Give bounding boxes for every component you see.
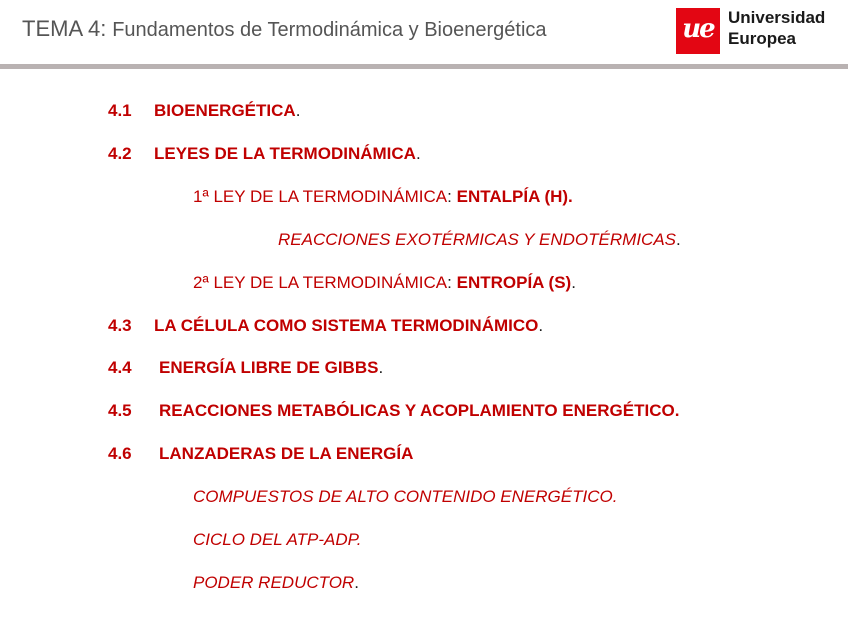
university-logo-text — [728, 7, 825, 49]
subitem-separator: : — [447, 187, 452, 206]
subitem-prefix: 2ª LEY DE LA TERMODINÁMICA — [193, 273, 448, 292]
item-title: REACCIONES METABÓLICAS Y ACOPLAMIENTO ENERGÉTICO. — [159, 401, 680, 420]
outline-subitem-second-law — [193, 273, 576, 293]
item-tail: . — [378, 358, 384, 377]
outline-subitem-reducing-power — [193, 573, 359, 593]
item-title: LEYES DE LA TERMODINÁMICA — [154, 144, 416, 163]
outline-subitem-compounds — [193, 487, 617, 507]
topic-subtitle: Fundamentos de Termodinámica y Bioenergética — [112, 19, 547, 41]
outline-item-4-6 — [108, 444, 413, 464]
topic-number: TEMA 4: — [22, 16, 107, 41]
item-number: 4.2 — [108, 144, 132, 163]
slide-title — [22, 16, 547, 42]
subitem-title: PODER REDUCTOR — [193, 573, 355, 592]
item-tail: . — [571, 273, 576, 292]
outline-item-4-5 — [108, 401, 679, 421]
outline-subsubitem-reactions — [278, 230, 681, 250]
item-number: 4.1 — [108, 101, 132, 120]
item-title: LA CÉLULA COMO SISTEMA TERMODINÁMICO — [154, 316, 539, 335]
outline-subitem-first-law — [193, 187, 573, 207]
item-number: 4.6 — [108, 444, 132, 463]
item-tail: . — [415, 144, 421, 163]
item-tail: . — [295, 101, 301, 120]
outline-item-4-3 — [108, 316, 543, 336]
logo-glyph: ue — [682, 14, 714, 44]
item-tail: . — [676, 230, 681, 249]
item-number: 4.4 — [108, 358, 132, 377]
item-title: LANZADERAS DE LA ENERGÍA — [159, 444, 414, 463]
item-tail: . — [538, 316, 544, 335]
outline-item-4-1 — [108, 101, 300, 121]
outline-item-4-2 — [108, 144, 421, 164]
item-number: 4.3 — [108, 316, 132, 335]
subitem-title: ENTALPÍA (H). — [456, 187, 573, 206]
subsubitem-title: REACCIONES EXOTÉRMICAS Y ENDOTÉRMICAS — [278, 230, 676, 249]
header-divider — [0, 64, 848, 69]
item-number: 4.5 — [108, 401, 132, 420]
outline-subitem-atp-cycle — [193, 530, 361, 550]
subitem-separator: : — [447, 273, 452, 292]
subitem-title: ENTROPÍA (S) — [456, 273, 572, 292]
subitem-title: COMPUESTOS DE ALTO CONTENIDO ENERGÉTICO. — [193, 487, 618, 506]
subitem-prefix: 1ª LEY DE LA TERMODINÁMICA — [193, 187, 448, 206]
item-tail: . — [354, 573, 359, 592]
outline-item-4-4 — [108, 358, 383, 378]
slide-header — [0, 0, 848, 70]
university-logo-icon — [676, 8, 720, 54]
logo-line-2: Europea — [728, 29, 797, 48]
subitem-title: CICLO DEL ATP-ADP. — [193, 530, 362, 549]
item-title: ENERGÍA LIBRE DE GIBBS — [159, 358, 379, 377]
item-title: BIOENERGÉTICA — [154, 101, 296, 120]
logo-line-1: Universidad — [728, 8, 826, 27]
